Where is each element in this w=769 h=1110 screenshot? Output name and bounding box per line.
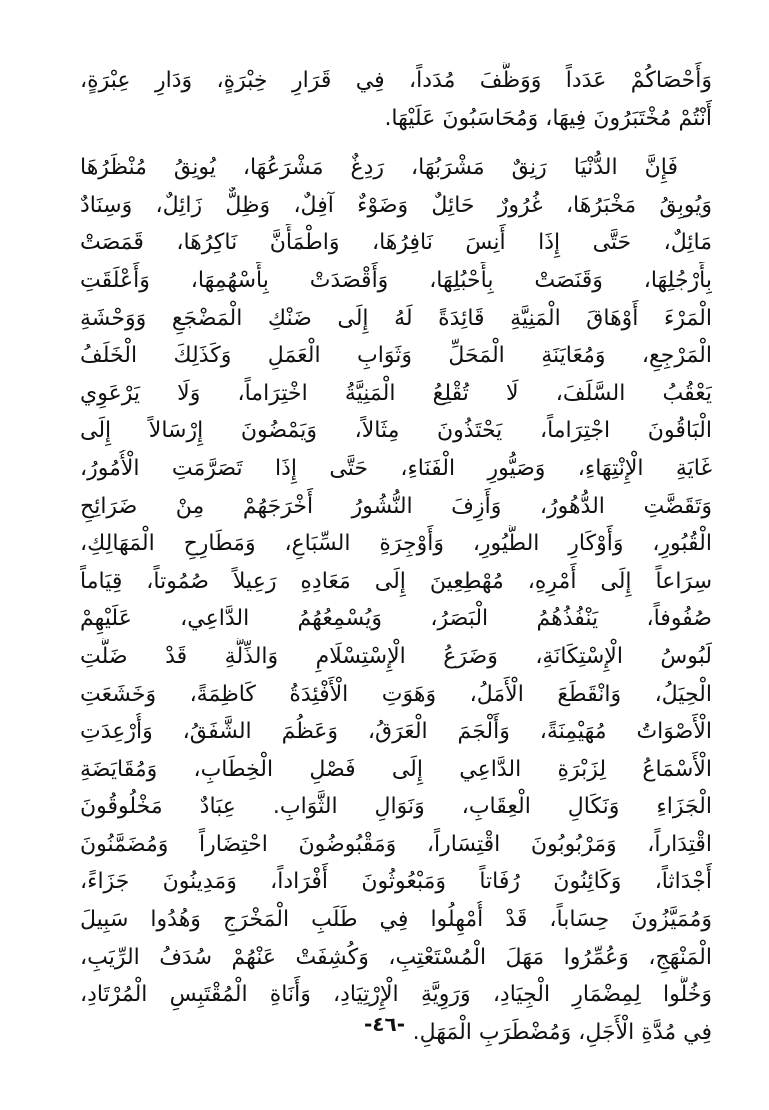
text-line: فَإِنَّ الدُّنْيَا رَنِقٌ مَشْرَبُهَا، رَدِغٌ مَشْرَعُهَا، يُونِقُ مُنْظَرُهَا <box>80 155 678 181</box>
text-line: وَخُلُّوا لِمِضْمَارِ الْجِيَادِ، وَرَوِيَّةِ الْإِرْتِيَادِ، وَأَنَاةِ الْمُقْتَبِسِ الْمُرْتَادِ، <box>80 982 712 1008</box>
text-line: الْمَرْجِعِ، وَمُعَايَنَةِ الْمَحَلِّ وَثَوَابِ الْعَمَلِ وَكَذَلِكَ الْخَلَفُ <box>80 343 712 369</box>
text-line: صُفُوفاً، يَنْفُذُهُمُ الْبَصَرُ، وَيُسْمِعُهُمُ الدَّاعِي، عَلَيْهِمْ <box>80 606 712 632</box>
text-line: وَأَحْصَاكُمْ عَدَداً وَوَظَّفَ مُدَداً، فِي قَرَارِ خِبْرَةٍ، وَدَارِ عِبْرَةٍ، <box>80 68 712 93</box>
paragraph-2 <box>80 149 712 1051</box>
text-line: وَمُمَيَّزُونَ حِسَاباً، قَدْ أُمْهِلُوا فِي طَلَبِ الْمَخْرَجِ وَهُدُوا سَبِيلَ <box>80 907 712 933</box>
text-line: غَايَةِ الْإِنْتِهَاءِ، وَصَيُّورِ الْفَنَاءِ، حَتَّى إِذَا تَصَرَّمَتِ الْأُمُورُ، <box>80 455 712 481</box>
text-line: الْحِيَلُ، وَانْقَطَعَ الْأَمَلُ، وَهَوَتِ الْأَفْئِدَةُ كَاظِمَةً، وَخَشَعَتِ <box>80 681 712 707</box>
text-line: فِي مُدَّةِ الْأَجَلِ، وَمُضْطَرَبِ الْمَهَلِ. <box>412 1019 712 1045</box>
text-line: الْأَسْمَاعُ لِزَبْرَةِ الدَّاعِي إِلَى فَصْلِ الْخِطَابِ، وَمُقَايَضَةِ <box>80 756 712 782</box>
text-line: وَيُوبِقُ مَخْبَرُهَا، غُرُورٌ حَائِلٌ وَضَوْءٌ آفِلٌ، وَظِلٌّ زَائِلٌ، وَسِنَادٌ <box>80 192 712 218</box>
paragraph-gap <box>80 137 712 149</box>
text-line: يَعْقُبُ السَّلَفَ، لَا تُقْلِعُ الْمَنِيَّةُ اخْتِرَاماً، وَلَا يَرْعَوِي <box>80 380 712 406</box>
text-line: الْأَصْوَاتُ مُهَيْمِنَةً، وَأَلْجَمَ الْعَرَقُ، وَعَظُمَ الشَّفَقُ، وَأُرْعِدَتِ <box>80 719 712 745</box>
text-line: مَائِلٌ، حَتَّى إِذَا أَنِسَ نَافِرُهَا، وَاطْمَأَنَّ نَاكِرُهَا، قَمَصَتْ <box>80 230 712 256</box>
text-line: اقْتِدَاراً، وَمَرْبُوبُونَ اقْتِسَاراً، وَمَقْبُوضُونَ احْتِضَاراً وَمُضَمَّنُونَ <box>80 831 712 857</box>
text-line: الْقُبُورِ، وَأَوْكَارِ الطُّيُورِ، وَأَوْجِرَةِ السِّبَاعِ، وَمَطَارِحِ الْمَهَالِكِ، <box>80 531 712 557</box>
text-line: لَبُوسُ الْإِسْتِكَانَةِ، وَضَرَعُ الْإِسْتِسْلَامِ وَالذِّلَّةِ قَدْ ضَلَّتِ <box>80 643 712 669</box>
page-number: -٤٦- <box>363 1012 406 1036</box>
text-line: بِأَرْجُلِهَا، وَقَنَصَتْ بِأَحْبُلِهَا، وَأَقْصَدَتْ بِأَسْهُمِهَا، وَأَعْلَقَتِ <box>80 267 712 293</box>
paragraph-1 <box>80 62 712 137</box>
text-line: سِرَاعاً إِلَى أَمْرِهِ، مُهْطِعِينَ إِلَى مَعَادِهِ رَعِيلاً صُمُوتاً، قِيَاماً <box>80 568 712 594</box>
text-line: وَتَقَضَّتِ الدُّهُورُ، وَأَزِفَ النُّشُورُ أَخْرَجَهُمْ مِنْ ضَرَائِحِ <box>80 493 712 519</box>
text-line: أَجْدَاثاً، وَكَائِنُونَ رُفَاتاً وَمَبْعُوثُونَ أَفْرَاداً، وَمَدِينُونَ جَزَاءً، <box>80 869 712 895</box>
text-line: الْمَرْءَ أَوْهَاقَ الْمَنِيَّةِ قَائِدَةً لَهُ إِلَى ضَنْكِ الْمَضْجَعِ وَوَحْشَةِ <box>80 305 712 331</box>
text-line: الْبَاقُونَ اجْتِرَاماً، يَحْتَذُونَ مِثَالاً، وَيَمْضُونَ إِرْسَالاً إِلَى <box>80 418 712 444</box>
text-line: أَنْتُمْ مُخْتَبَرُونَ فِيهَا، وَمُحَاسَبُونَ عَلَيْهَا. <box>384 105 712 131</box>
body-text <box>80 62 712 1051</box>
text-line: الْمَنْهَجِ، وَعُمِّرُوا مَهَلَ الْمُسْتَعْتِبِ، وَكُشِفَتْ عَنْهُمْ سُدَفُ الرِّيَبِ، <box>80 944 712 970</box>
text-line: الْجَزَاءِ وَنَكَالِ الْعِقَابِ، وَنَوَالِ الثَّوَابِ. عِبَادٌ مَخْلُوقُونَ <box>80 794 712 820</box>
